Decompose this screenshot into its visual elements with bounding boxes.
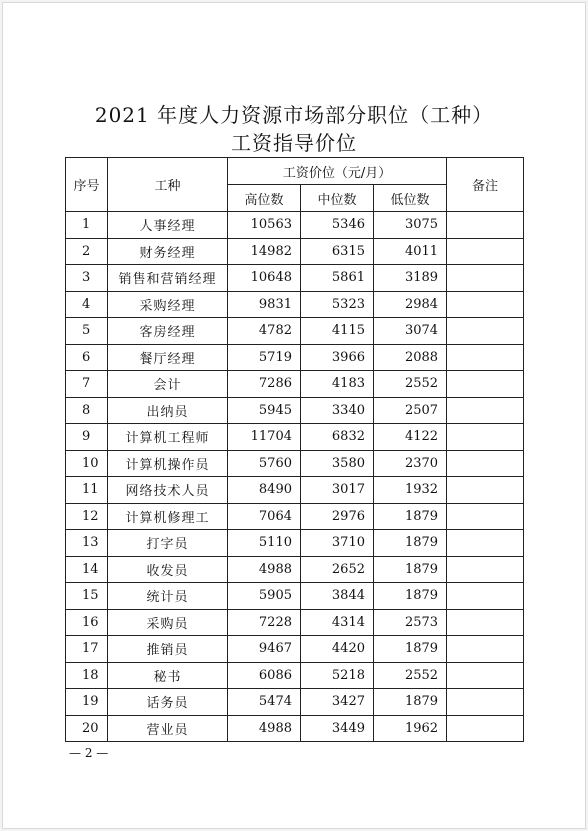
cell-seq: 15	[66, 583, 108, 610]
cell-seq: 3	[66, 265, 108, 292]
cell-seq: 9	[66, 424, 108, 451]
cell-high: 5760	[228, 450, 301, 477]
cell-job: 计算机工程师	[108, 424, 228, 451]
cell-seq: 17	[66, 636, 108, 663]
table-row	[66, 291, 524, 318]
header-job: 工种	[108, 158, 228, 212]
cell-remark	[447, 662, 524, 689]
cell-mid: 2976	[301, 503, 374, 530]
cell-low: 2984	[374, 291, 447, 318]
cell-job: 采购经理	[108, 291, 228, 318]
cell-mid: 5861	[301, 265, 374, 292]
cell-mid: 5218	[301, 662, 374, 689]
cell-high: 4782	[228, 318, 301, 345]
cell-seq: 13	[66, 530, 108, 557]
cell-high: 7064	[228, 503, 301, 530]
table-row	[66, 689, 524, 716]
table-row	[66, 318, 524, 345]
cell-job: 网络技术人员	[108, 477, 228, 504]
cell-low: 1879	[374, 583, 447, 610]
cell-remark	[447, 503, 524, 530]
cell-job: 统计员	[108, 583, 228, 610]
table-row	[66, 662, 524, 689]
cell-seq: 14	[66, 556, 108, 583]
cell-mid: 3017	[301, 477, 374, 504]
cell-high: 5905	[228, 583, 301, 610]
cell-high: 7286	[228, 371, 301, 398]
cell-low: 3075	[374, 212, 447, 239]
cell-low: 1879	[374, 556, 447, 583]
cell-low: 1879	[374, 636, 447, 663]
cell-low: 3189	[374, 265, 447, 292]
cell-remark	[447, 265, 524, 292]
cell-job: 销售和营销经理	[108, 265, 228, 292]
header-high: 高位数	[228, 185, 301, 212]
cell-job: 计算机操作员	[108, 450, 228, 477]
cell-high: 7228	[228, 609, 301, 636]
cell-seq: 10	[66, 450, 108, 477]
cell-mid: 3710	[301, 530, 374, 557]
header-mid: 中位数	[301, 185, 374, 212]
cell-remark	[447, 556, 524, 583]
cell-remark	[447, 689, 524, 716]
cell-high: 10563	[228, 212, 301, 239]
cell-seq: 5	[66, 318, 108, 345]
wage-table	[65, 157, 524, 742]
cell-low: 2507	[374, 397, 447, 424]
cell-high: 5719	[228, 344, 301, 371]
table-row	[66, 265, 524, 292]
document-title-line1: 2021 年度人力资源市场部分职位（工种）	[94, 103, 494, 127]
table-row	[66, 556, 524, 583]
table-row	[66, 424, 524, 451]
cell-mid: 4115	[301, 318, 374, 345]
cell-high: 8490	[228, 477, 301, 504]
cell-high: 4988	[228, 715, 301, 742]
cell-seq: 8	[66, 397, 108, 424]
table-row	[66, 715, 524, 742]
cell-seq: 19	[66, 689, 108, 716]
cell-mid: 4183	[301, 371, 374, 398]
cell-mid: 3449	[301, 715, 374, 742]
cell-low: 1932	[374, 477, 447, 504]
cell-high: 10648	[228, 265, 301, 292]
cell-low: 2552	[374, 371, 447, 398]
cell-low: 2088	[374, 344, 447, 371]
cell-high: 14982	[228, 238, 301, 265]
cell-remark	[447, 291, 524, 318]
cell-high: 6086	[228, 662, 301, 689]
cell-remark	[447, 636, 524, 663]
table-row	[66, 583, 524, 610]
cell-mid: 3340	[301, 397, 374, 424]
cell-mid: 3427	[301, 689, 374, 716]
cell-remark	[447, 715, 524, 742]
cell-remark	[447, 212, 524, 239]
cell-mid: 3844	[301, 583, 374, 610]
table-row	[66, 477, 524, 504]
cell-seq: 18	[66, 662, 108, 689]
cell-job: 营业员	[108, 715, 228, 742]
header-low: 低位数	[374, 185, 447, 212]
cell-seq: 12	[66, 503, 108, 530]
cell-low: 3074	[374, 318, 447, 345]
cell-seq: 1	[66, 212, 108, 239]
header-wage-group: 工资价位（元/月）	[228, 158, 447, 185]
cell-job: 话务员	[108, 689, 228, 716]
table-row	[66, 636, 524, 663]
cell-job: 财务经理	[108, 238, 228, 265]
header-seq: 序号	[66, 158, 108, 212]
table-row	[66, 450, 524, 477]
table-row	[66, 530, 524, 557]
table-row	[66, 212, 524, 239]
cell-high: 5474	[228, 689, 301, 716]
cell-job: 出纳员	[108, 397, 228, 424]
cell-mid: 4420	[301, 636, 374, 663]
cell-high: 4988	[228, 556, 301, 583]
cell-low: 1879	[374, 503, 447, 530]
table-body	[66, 212, 524, 742]
cell-high: 9831	[228, 291, 301, 318]
cell-low: 4011	[374, 238, 447, 265]
cell-remark	[447, 530, 524, 557]
document-title-line2: 工资指导价位	[231, 131, 357, 155]
table-row	[66, 609, 524, 636]
cell-job: 客房经理	[108, 318, 228, 345]
cell-mid: 3966	[301, 344, 374, 371]
cell-job: 收发员	[108, 556, 228, 583]
table-row	[66, 344, 524, 371]
cell-remark	[447, 424, 524, 451]
header-remark: 备注	[447, 158, 524, 212]
table-row	[66, 397, 524, 424]
table-row	[66, 371, 524, 398]
cell-low: 2552	[374, 662, 447, 689]
cell-high: 9467	[228, 636, 301, 663]
cell-remark	[447, 450, 524, 477]
cell-low: 1879	[374, 530, 447, 557]
cell-remark	[447, 344, 524, 371]
cell-seq: 16	[66, 609, 108, 636]
cell-mid: 6315	[301, 238, 374, 265]
cell-remark	[447, 371, 524, 398]
cell-low: 2573	[374, 609, 447, 636]
cell-job: 计算机修理工	[108, 503, 228, 530]
cell-seq: 7	[66, 371, 108, 398]
cell-mid: 2652	[301, 556, 374, 583]
cell-seq: 11	[66, 477, 108, 504]
cell-high: 11704	[228, 424, 301, 451]
cell-job: 人事经理	[108, 212, 228, 239]
document-page	[2, 2, 586, 829]
cell-job: 会计	[108, 371, 228, 398]
cell-remark	[447, 477, 524, 504]
cell-job: 推销员	[108, 636, 228, 663]
cell-mid: 5323	[301, 291, 374, 318]
cell-high: 5945	[228, 397, 301, 424]
cell-seq: 4	[66, 291, 108, 318]
cell-job: 打字员	[108, 530, 228, 557]
cell-remark	[447, 397, 524, 424]
table-row	[66, 503, 524, 530]
cell-remark	[447, 609, 524, 636]
table-row	[66, 238, 524, 265]
cell-mid: 4314	[301, 609, 374, 636]
cell-mid: 6832	[301, 424, 374, 451]
cell-mid: 5346	[301, 212, 374, 239]
cell-remark	[447, 238, 524, 265]
cell-seq: 6	[66, 344, 108, 371]
cell-mid: 3580	[301, 450, 374, 477]
cell-seq: 2	[66, 238, 108, 265]
cell-remark	[447, 583, 524, 610]
cell-seq: 20	[66, 715, 108, 742]
cell-high: 5110	[228, 530, 301, 557]
cell-low: 4122	[374, 424, 447, 451]
cell-low: 2370	[374, 450, 447, 477]
cell-low: 1962	[374, 715, 447, 742]
cell-job: 餐厅经理	[108, 344, 228, 371]
cell-remark	[447, 318, 524, 345]
page-number: — 2 —	[69, 746, 109, 760]
cell-low: 1879	[374, 689, 447, 716]
cell-job: 秘书	[108, 662, 228, 689]
cell-job: 采购员	[108, 609, 228, 636]
